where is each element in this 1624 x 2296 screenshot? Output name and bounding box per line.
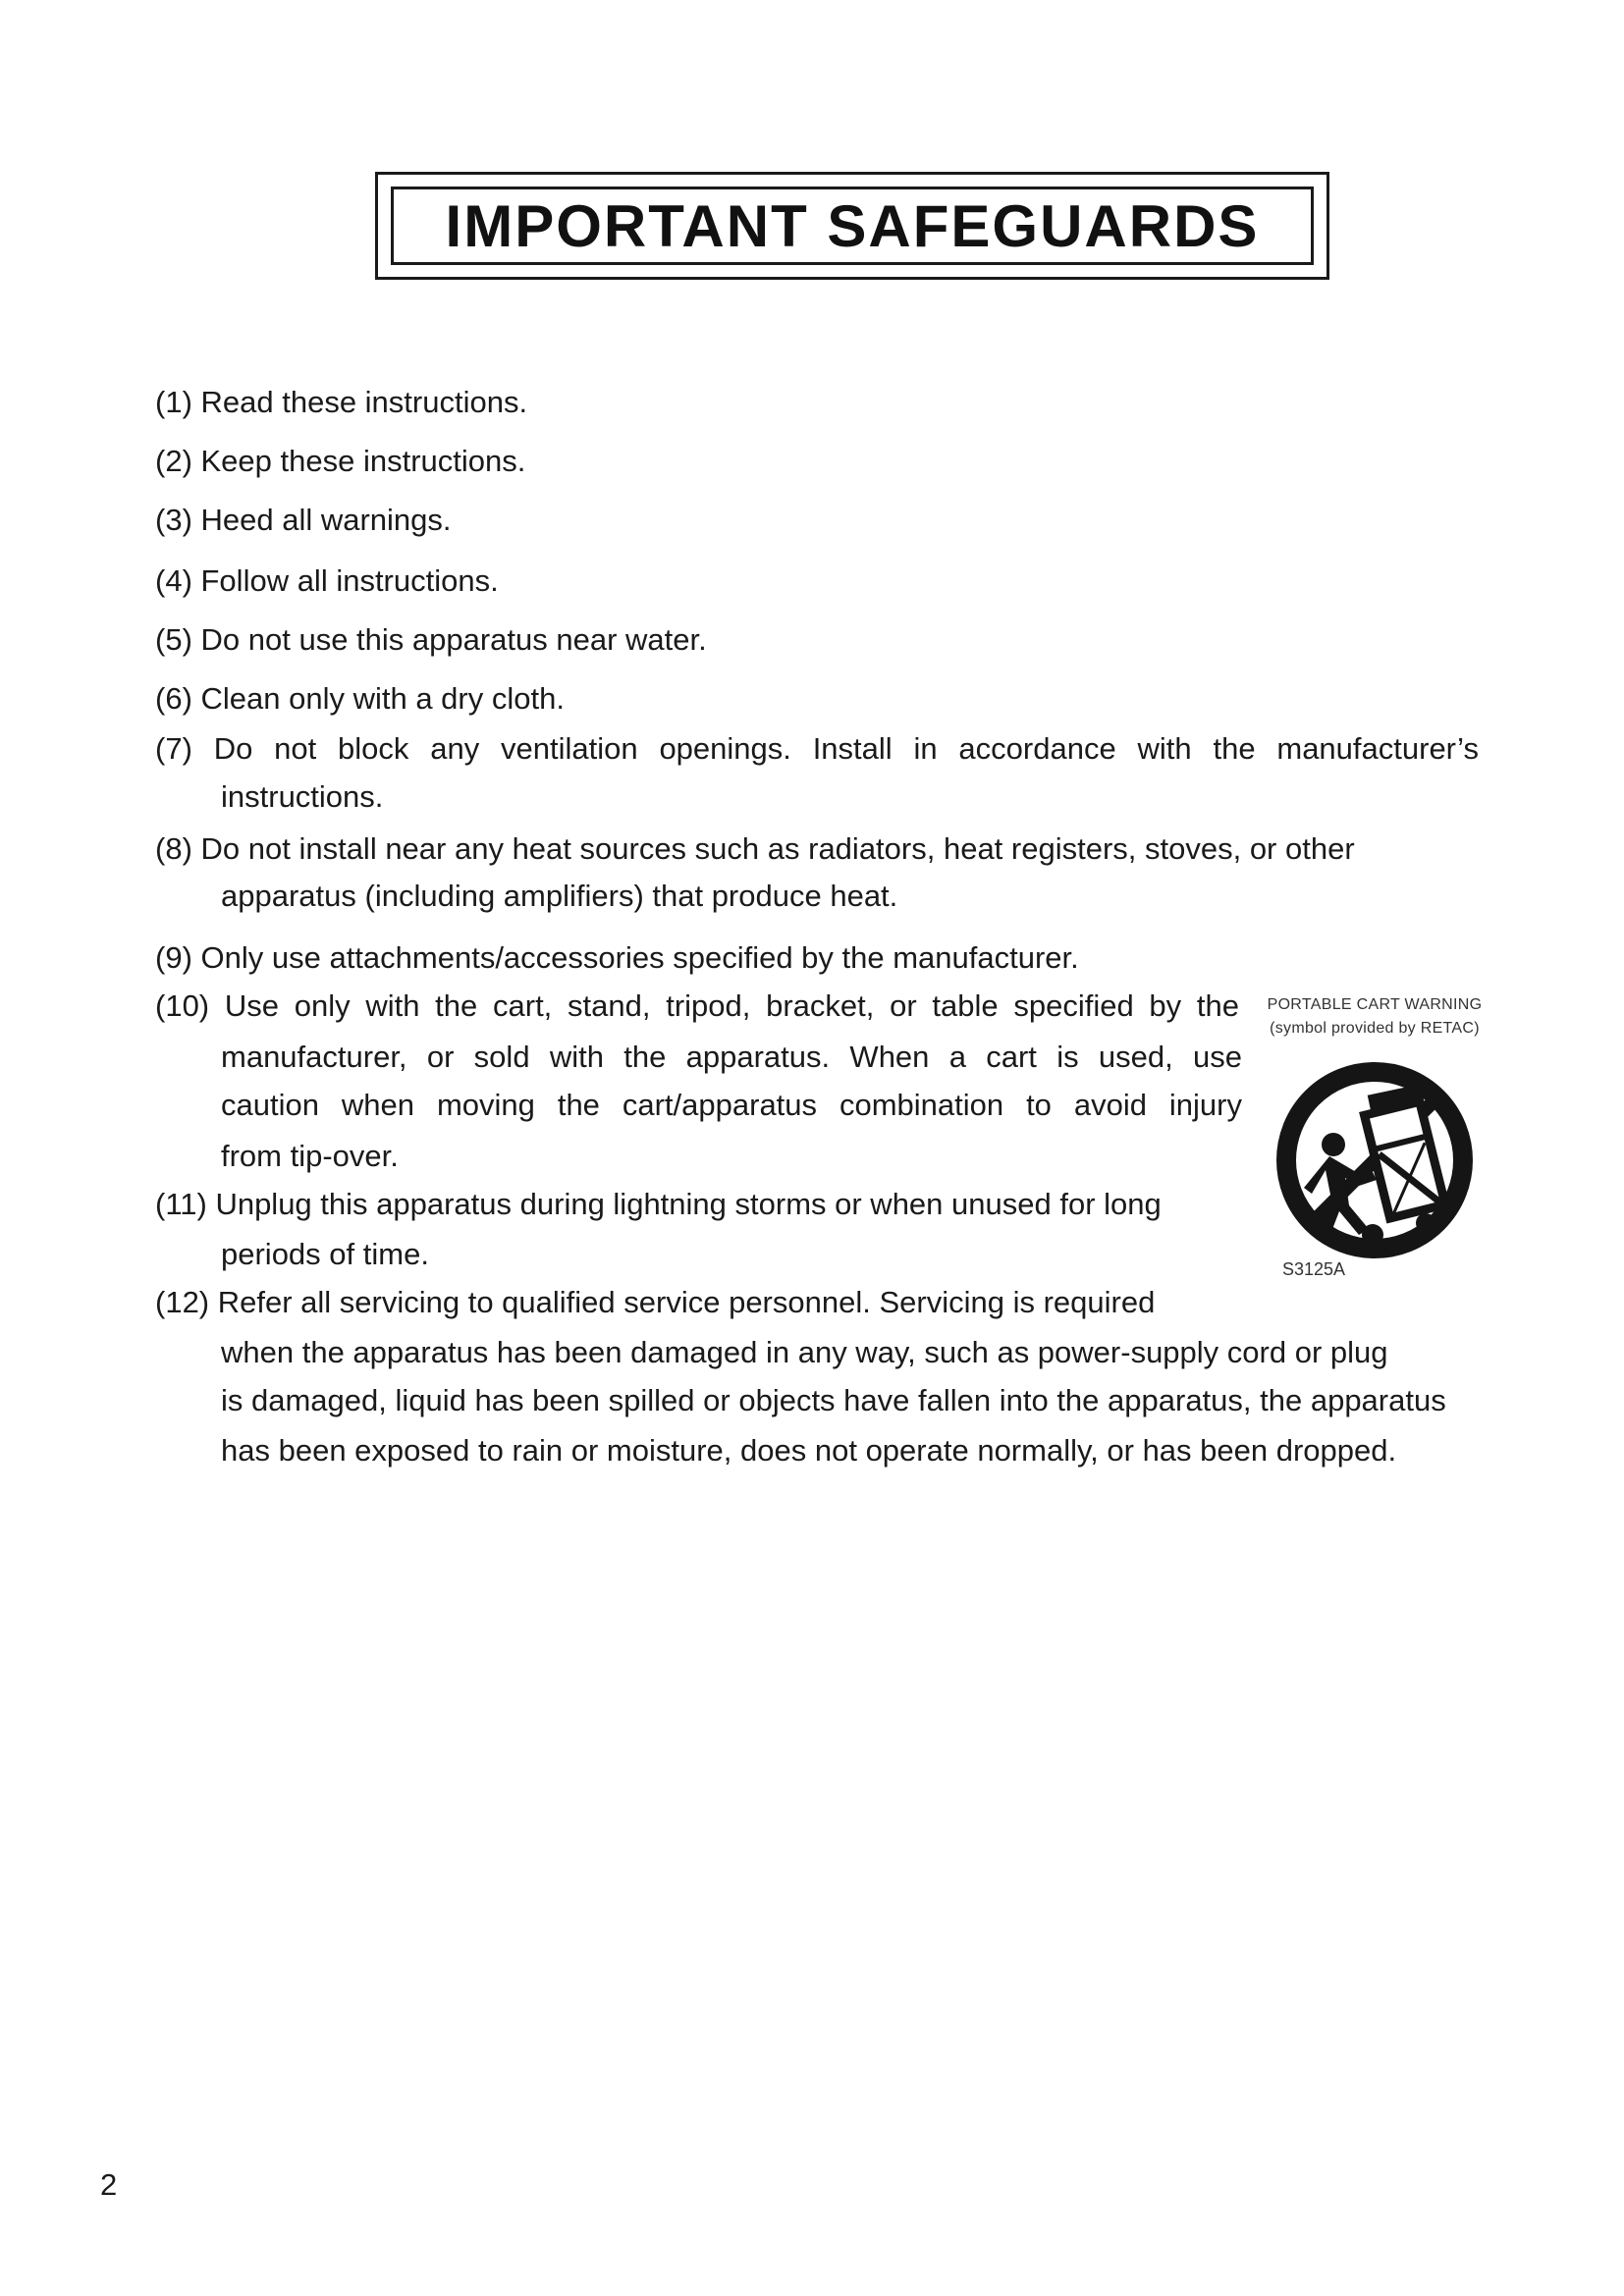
safeguard-item-1: (1) Read these instructions. — [155, 385, 528, 419]
cart-warning-heading: PORTABLE CART WARNING — [1267, 996, 1483, 1013]
safeguard-item-11-continuation: periods of time. — [221, 1237, 429, 1271]
safeguard-item-12: (12) Refer all servicing to qualified service personnel. Servicing is required — [155, 1285, 1156, 1319]
safeguard-item-12-continuation-2: is damaged, liquid has been spilled or objects have fallen into the apparatus, the apparatus — [221, 1383, 1446, 1417]
safeguard-item-7: (7) Do not block any ventilation openings. Install in accordance with the manufacturer’s — [155, 731, 1479, 766]
safeguard-item-10-continuation-2: caution when moving the cart/apparatus combination to avoid injury — [221, 1088, 1242, 1122]
page-title: IMPORTANT SAFEGUARDS — [445, 192, 1260, 259]
safeguard-item-7-continuation: instructions. — [221, 779, 384, 814]
safeguard-item-10: (10) Use only with the cart, stand, tripod, bracket, or table specified by the — [155, 988, 1239, 1023]
safeguard-item-5: (5) Do not use this apparatus near water. — [155, 622, 707, 657]
safeguard-item-10-continuation-3: from tip-over. — [221, 1139, 399, 1173]
portable-cart-tip-over-icon — [1267, 1062, 1483, 1258]
safeguard-item-12-continuation-1: when the apparatus has been damaged in any way, such as power-supply cord or plug — [221, 1335, 1388, 1369]
cart-symbol-code: S3125A — [1282, 1259, 1346, 1279]
safeguard-item-6: (6) Clean only with a dry cloth. — [155, 681, 565, 716]
safeguard-item-9: (9) Only use attachments/accessories specified by the manufacturer. — [155, 940, 1079, 975]
safeguard-item-4: (4) Follow all instructions. — [155, 563, 499, 598]
safeguard-item-3: (3) Heed all warnings. — [155, 503, 452, 537]
safeguard-item-11: (11) Unplug this apparatus during lightning storms or when unused for long — [155, 1187, 1162, 1221]
safeguard-item-8: (8) Do not install near any heat sources such as radiators, heat registers, stoves, or other — [155, 831, 1355, 866]
title-frame — [391, 187, 1314, 265]
safeguard-item-2: (2) Keep these instructions. — [155, 444, 526, 478]
safeguard-item-12-continuation-3: has been exposed to rain or moisture, does not operate normally, or has been dropped. — [221, 1433, 1397, 1468]
safeguard-item-8-continuation: apparatus (including amplifiers) that produce heat. — [221, 879, 898, 913]
page-number: 2 — [100, 2167, 118, 2202]
cart-warning-subheading: (symbol provided by RETAC) — [1270, 1020, 1480, 1037]
safeguard-item-10-continuation-1: manufacturer, or sold with the apparatus. When a cart is used, use — [221, 1040, 1242, 1074]
